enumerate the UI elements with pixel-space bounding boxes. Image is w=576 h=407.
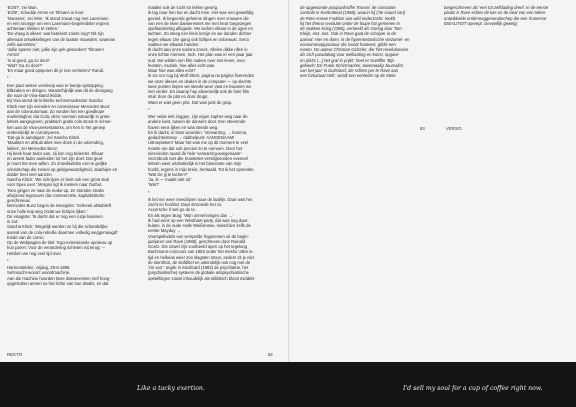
left-page-number: 62: [268, 352, 273, 357]
text-line: Goetz. Die zowel zijn voorbeeld open op het tegelang: [148, 244, 248, 249]
text-line: Maar hoe was alles echt?: [148, 68, 196, 73]
text-line: dalder heel veel aanzen.: [7, 171, 53, 177]
text-line: Hij keek haar tedor aan, zij kon nog tederder. Elkaar: [7, 150, 104, 156]
text-line: Harmontelden, vrijdag, 28-6-1996.: [7, 265, 71, 270]
text-line: onze holle kop weg zodat we lichtjes lijken.': [7, 208, 88, 214]
text-line: twee punten liepen we steeds weer vast en kwamen we: [148, 83, 252, 89]
caption-right: I'd sell my soul for a cup of coffee right now.: [403, 385, 543, 392]
text-line: van het jaar' in Duitsland, die schten per te Rave aan: [300, 68, 399, 73]
text-line: eerste Mayday →: [148, 228, 181, 234]
text-line: een fortuinaal stelt', wordt een eenleder op de Steie: [300, 73, 396, 79]
text-line: maakte ook de lucht so lekker gewrig.: [148, 5, 219, 10]
text-line: Aan die machine hoorden twee dassenessen mef hoog-: [7, 275, 111, 281]
text-line: gevoel. Ik begeerde geheime dingen over vrouwen die: [148, 15, 249, 21]
text-line: Wer velde iets zeggen, zijn eigen zapher weg naar de: [148, 114, 248, 119]
text-line: zelfs aanzetten.': [7, 41, 38, 47]
text-line: hoofd, ergens in mijn brein, herhaald. Tot ik het opmerkte.: [148, 166, 255, 172]
text-line: afwijzend tegenover dat commerciële, kapitalistische: [7, 192, 105, 198]
text-line: Uitroepteken!' Maar het was me op dit moment te veel: [148, 140, 249, 146]
text-line: 'Wat zie jij te lachen?': [148, 171, 188, 177]
text-line: omtrendelijk te corrumperen.: [7, 129, 61, 135]
text-line: 'zin van'', tegde in Siedtcard (1983) de psychiatrie, het: [148, 265, 249, 270]
text-line: Kleijn, enz. enz. Ook in Rave gaat de schrijver in de: [300, 31, 396, 37]
text-line: Accersche rl wel go de te.: [148, 207, 196, 213]
gutter-divider: [288, 0, 289, 362]
text-line: geschreeuw.: [7, 198, 31, 203]
text-line: achteraan slinken te zetten.': [7, 26, 60, 31]
text-line: Mercedes Bunz begon de sneegsite: 'Schreek alstublieft: [7, 203, 112, 209]
text-line: Op de Webpagina de titel: 'Ego-extensionele opnieuw op: [7, 240, 113, 245]
text-line: 'Echt?', zei Wan.: [7, 5, 38, 10]
text-line: controle in Kontrollerat (1988), waarin hij ('de sound van): [300, 10, 406, 16]
text-line: hun paren: Voor de verandering schieten wij terug.' –: [7, 245, 105, 251]
text-line: Sascha Klöck: 'Mogelijk werden ze bij die schandelijke: [7, 224, 108, 230]
text-line: Toen gingen ze naar de make-up. Ze stonden straks: [7, 187, 104, 193]
text-line: En als tegen Burg: 'Wijn onmenningen dan →': [148, 212, 234, 218]
text-line: en plicht (...) het graf in prijkt', heet er Gwölfler 'Bijn: [300, 57, 395, 63]
text-line: de stentrbot, de stofdiltel en uiteindelijk ook nog met de: [148, 259, 251, 265]
text-line: die naar de Viva-stand leidde.: [7, 93, 63, 98]
text-line: Einde van de comic.: [7, 234, 45, 240]
text-line: 'En maar goed opsporen dit je non verliezen!' Randi.: [7, 68, 105, 73]
text-line: Ik zie nor nog bij Wolf zitten; pagina na pagina fixerenden: [148, 73, 255, 79]
text-line: Bachmann-concours van 1983 onder het mesho 'alles in-: [148, 249, 254, 255]
text-line: marketinglruc dat Cola; deze noemen natuurlijk in grote: [7, 114, 110, 119]
text-line: toegeschreven als 'een tot zelfdading dreef. In de eerste: [444, 5, 549, 10]
text-line: letters aangegeven; praktisch gratis cola stond te schen-: [7, 119, 112, 125]
text-line: Sascha Klöck: 'We schrijven er best ook een groot stuk: [7, 177, 109, 182]
section-break: *: [148, 106, 150, 112]
text-line: van een de twee danseresses me met hear toegezegen: [148, 20, 252, 26]
text-line: aan de cola-automaat. Zo vonden het een goedkope: [7, 108, 105, 114]
text-line: (psychiatrische) systeem de globale antipsychiatrische: [148, 270, 250, 276]
text-line: dis zich paradalwig voor wellouding en kunst, opgave: [300, 52, 399, 58]
text-line: Sehnsucht-woord: woordmachine.: [7, 270, 71, 276]
text-line: lachten. Zo steeg een klein konijn en we danden dichter: [148, 31, 252, 37]
text-line: voor Spex over.' Morgen ligt ik meteen naar Guthut.: [7, 182, 103, 188]
text-line: aanval van de cola-rebellie daarmee volledig weggemaagd!': [7, 229, 119, 235]
right-page-column-2: [444, 5, 570, 75]
text-line: moeite om dat ook precies zo te menoen. Door het: [148, 145, 243, 151]
right-page-column-1: [300, 5, 428, 145]
text-line: tijd en helkeas weer zon slagsten stoon, anders zit je niet: [148, 254, 254, 260]
text-line: 'Nonsens', zei Wim. 'Ik stond zowat nog met Laermann: [7, 15, 109, 21]
text-line: jaarjaren van Rave (1988), geschreven door Rainald: [148, 238, 246, 244]
text-line: 'Maakten en afsluiit alles mee doen in de uitzending,: [7, 140, 104, 146]
text-line: En ik dacht, in boss woorden: 'Verwarring, → komma,: [148, 129, 248, 135]
text-line: Ik dacht aan onze toeloru-zonos. Allelen dikke rillen in: [148, 47, 248, 52]
text-line: Ik had eens op een Westham-party, dat was nog daar-: [148, 217, 249, 223]
text-line: andere kant, tussen de dansers door. Een steenrode: [148, 119, 246, 125]
text-line: plaats is Rave echter de kas en de beat van een teken-: [444, 10, 547, 16]
text-line: Want er was geen plot. Dat was juist de grap.: [148, 99, 233, 105]
text-line: ontwikkelde ondermeggeneratiechep die een 'immense: [444, 15, 547, 21]
text-line: Blikzaken en dringen. Waarschijnlijk was dit de doorgang: [7, 87, 113, 93]
text-line: 'Wat?': [148, 182, 160, 188]
section-break: *: [7, 75, 9, 81]
caption-left: Like a tacky exertion.: [137, 385, 205, 392]
section-break: *: [148, 189, 150, 195]
text-line: gedachtestreep → dubbelpunt: AANGENAAM!: [148, 135, 235, 140]
text-line: opstellingen zowel inhoudelijk als stilistisch blooit middels: [148, 275, 255, 281]
text-line: spellandenstig afkigede. We lachen elkaar in de ogen en: [148, 26, 253, 31]
text-line: feesten, muziek, hoe alles echt was.: [148, 62, 216, 68]
text-line: meem. De auteur Christian Gidssler, die 'het revolutionaire: [300, 47, 409, 52]
text-line: de Rote Armee Fraktion van wild onderzocht. Ineldt: [300, 15, 396, 21]
text-line: niet-vinden raand de hele 'verwarring-aangenaam'-: [148, 150, 243, 156]
text-line: en areest fader aanleiden tot het zijn doel. Dat geal-: [7, 156, 104, 161]
text-line: De visagiste: 'Ik dacht dat er nog een ruzje kwamen: [7, 213, 103, 219]
text-line: Klöck met zijn vrienden en connoisseur Mercedes Bunz: [7, 103, 110, 109]
section-break: *: [7, 257, 9, 263]
text-line: allemaal ontwikkelingen van de laatste maanden, waarvan: [7, 36, 116, 42]
text-line: niet verder. En daarop hay afwenselijk ook de hele film: [148, 89, 250, 94]
text-line: Een paar weken verderop was er beetje opstopping.: [7, 82, 104, 88]
text-line: Bij Viva stond de kritische technomoderator Sascha: [7, 98, 103, 104]
text-line: je moet het mee willen. Zo ontwikkelden een te gelijke: [7, 161, 108, 167]
text-line: in zat.': [7, 219, 19, 224]
text-line: we onze ideeen en dealen in de computer — op slechts: [148, 78, 252, 84]
text-line: 'De vraag is alleen: wat betekent zoiets nog? Dit zijn: [7, 31, 104, 37]
text-line: 'Ja, ik — maakt niet uit.': [148, 177, 192, 182]
left-page-column-1: [7, 5, 133, 353]
text-line: gebieds' Ezi Frank Schirrmacher, tweemaalig Journalist: [300, 62, 403, 68]
text-line: hij het thema revolutie onder de loupe hoi gemenen in: [300, 20, 400, 26]
text-line: Voorspellodels van verspelde fragmenten uit de begin-: [148, 233, 250, 239]
text-line: de opgewonde postpunkroffer Rassel, de constante: [300, 5, 396, 10]
text-line: raakten we elkaars handen.: [148, 41, 200, 47]
text-line: 'Jullie sporen niet, jullie zijn gek geworden!' Tilmann!: [7, 47, 104, 52]
text-line: oud. We wilden een film maken over ons leven, over: [148, 57, 245, 63]
text-line: economenapparatuur die Goetz hanteert, gilcht een: [300, 41, 396, 47]
text-line: opgestoken armen nu het lichte van hun dwalis, en dat: [7, 280, 109, 286]
text-line: Ik lag naar hen toe en dacht mee. Het was een gewelldig: [148, 10, 254, 16]
text-line: zacht en hoofdel. Daar stroomde het zo.: [148, 202, 223, 207]
text-line: tegen elkaar. Die gang ook lichtjes en onbewust. Sena: [148, 36, 249, 42]
text-line: IDEALITEIT opreept. Gevoellijk geweig'.: [444, 20, 519, 26]
text-line: 'Echt!', schudde Armin en Tilmann in koor.: [7, 10, 85, 16]
right-folio: VERSO: [446, 126, 462, 131]
text-line: 'Is al goed, ga zo door!': [7, 57, 51, 63]
text-line: lekker', zei Mercedes Bunz.: [7, 145, 59, 151]
text-line: buiten, in de oude Halle Weißensee, misschien zelfs de: [148, 223, 251, 228]
text-line: de stukken Krieg (1986), verbeeld als Oorlog door Tom: [300, 26, 402, 31]
left-page-column-2: [148, 5, 278, 353]
text-line: onze lichtte mensen, toch. Het plan was er een paar jaar: [148, 52, 253, 58]
text-line: Armin!': [7, 52, 20, 58]
text-line: 'Wat? Ga zo door?': [7, 62, 43, 68]
text-line: aanval: Hier en doen, in de hypermetastische verzamel- en: [300, 36, 410, 42]
text-line: vriendschap die zoveel op geldgewaardigheid, daarbijen en: [7, 166, 118, 172]
left-folio: REKTO: [7, 352, 23, 357]
text-line: ken aan de Viva-presentatorss, om hen in het geniep: [7, 124, 106, 130]
text-line: 'Dat ga ik aandagen', zei Sascha Klöck.: [7, 135, 81, 140]
text-line: stuk: door de plot en door drugs.: [148, 94, 209, 100]
text-line: haven eens lijken en was steeds weg.: [148, 124, 219, 130]
right-page-number: 63: [420, 126, 425, 131]
text-line: Ik liet me weer meedrijven naar de laatlijn. Daar was het: [148, 196, 253, 202]
text-line: letterin weer uitdrukkelijk in het binnenste van mijn: [148, 161, 242, 167]
text-line: en een snoepje om een Laermann-begeleidster ergens: [7, 20, 109, 26]
text-line: Hebben we nog veel tijd over.: [7, 250, 62, 256]
text-line: vicombook niet alle troostelen-verstigsoorden eveneel: [148, 156, 248, 161]
